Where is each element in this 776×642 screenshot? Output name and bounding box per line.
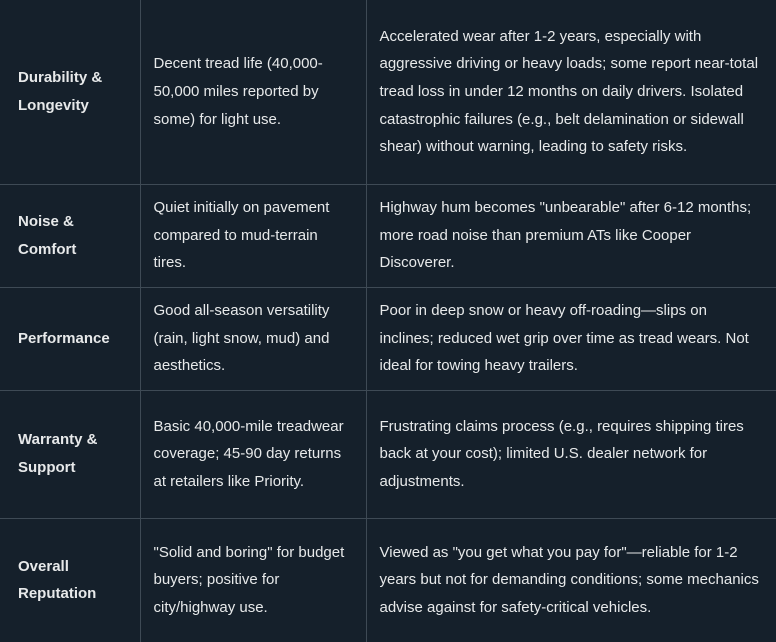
row-label: Overall Reputation	[0, 518, 140, 642]
pros-cell: Quiet initially on pavement compared to mud-terrain tires.	[140, 184, 366, 287]
table-row	[0, 0, 776, 184]
cons-cell: Frustrating claims process (e.g., requires shipping tires back at your cost); limited U.S. dealer network for adjustments.	[366, 390, 776, 518]
pros-cell: Good all-season versatility (rain, light snow, mud) and aesthetics.	[140, 287, 366, 390]
pros-cell: "Solid and boring" for budget buyers; positive for city/highway use.	[140, 518, 366, 642]
row-label: Durability & Longevity	[0, 0, 140, 184]
pros-cell: Basic 40,000-mile treadwear coverage; 45-90 day returns at retailers like Priority.	[140, 390, 366, 518]
table-row	[0, 287, 776, 390]
row-label: Performance	[0, 287, 140, 390]
cons-cell: Accelerated wear after 1-2 years, especially with aggressive driving or heavy loads; some report near-total tread loss in under 12 months on daily drivers. Isolated catastrophic failures (e.g., belt delamination or sidewall shear) without warning, leading to safety risks.	[366, 0, 776, 184]
table-row	[0, 184, 776, 287]
row-label: Noise & Comfort	[0, 184, 140, 287]
cons-cell: Highway hum becomes "unbearable" after 6-12 months; more road noise than premium ATs like Cooper Discoverer.	[366, 184, 776, 287]
cons-cell: Viewed as "you get what you pay for"—reliable for 1-2 years but not for demanding conditions; some mechanics advise against for safety-critical vehicles.	[366, 518, 776, 642]
pros-cell: Decent tread life (40,000-50,000 miles reported by some) for light use.	[140, 0, 366, 184]
table-row	[0, 518, 776, 642]
row-label: Warranty & Support	[0, 390, 140, 518]
cons-cell: Poor in deep snow or heavy off-roading—slips on inclines; reduced wet grip over time as tread wears. Not ideal for towing heavy trailers.	[366, 287, 776, 390]
table-row	[0, 390, 776, 518]
